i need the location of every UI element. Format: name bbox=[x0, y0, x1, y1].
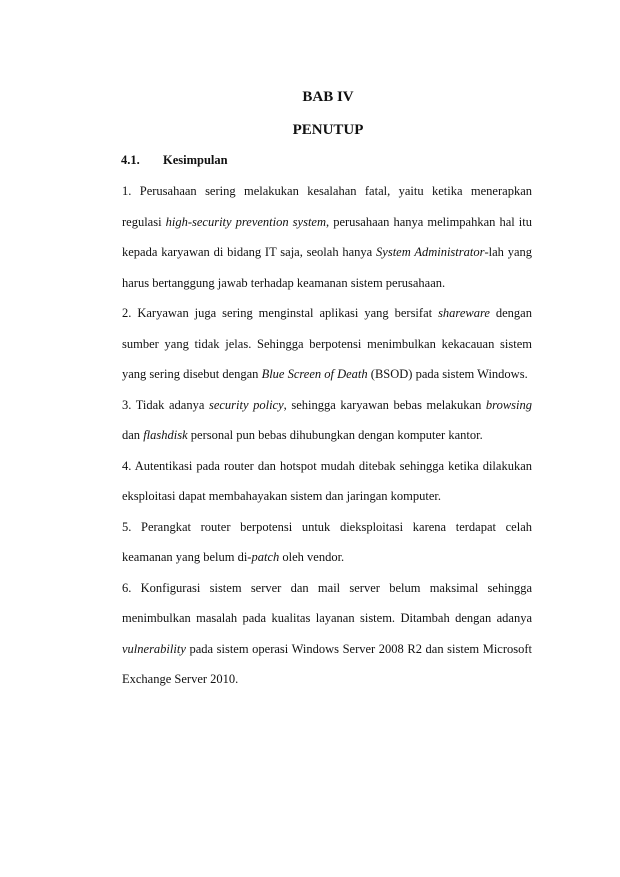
text-segment: -lah yang harus bertanggung jawab terhadap keamanan sistem perusahaan. bbox=[122, 245, 532, 290]
text-segment: 3. Tidak adanya bbox=[122, 397, 209, 412]
text-segment: , sehingga karyawan bebas melakukan bbox=[283, 397, 486, 412]
italic-term: patch bbox=[251, 550, 280, 564]
italic-term: security policy bbox=[208, 397, 284, 412]
text-segment: 1. Perusahaan sering melakukan kesalahan fatal, yaitu ketika menerapkan regulasi bbox=[122, 184, 532, 229]
conclusion-item bbox=[122, 390, 532, 451]
text-segment: , perusahaan hanya melimpahkan hal itu kepada karyawan di bidang IT saja, seolah hanya bbox=[122, 214, 532, 259]
text-segment: 2. Karyawan juga sering menginstal aplikasi yang bersifat bbox=[122, 306, 439, 320]
italic-term: flashdisk bbox=[143, 428, 188, 442]
section-heading bbox=[121, 153, 228, 168]
text-segment: (BSOD) pada sistem Windows. bbox=[367, 367, 528, 381]
chapter-title: PENUTUP bbox=[292, 122, 364, 138]
text-segment: oleh vendor. bbox=[279, 550, 345, 564]
conclusion-item bbox=[122, 451, 532, 512]
italic-term: browsing bbox=[485, 397, 532, 412]
text-segment: dengan sumber yang tidak jelas. Sehingga berpotensi menimbulkan kekacauan sistem yang sering disebut dengan bbox=[122, 306, 532, 381]
conclusion-item bbox=[122, 298, 532, 390]
conclusion-item bbox=[122, 512, 532, 573]
text-segment: personal pun bebas dihubungkan dengan komputer kantor. bbox=[187, 428, 483, 442]
conclusion-item bbox=[122, 573, 532, 695]
text-segment: pada sistem operasi Windows Server 2008 R2 dan sistem Microsoft Exchange Server 2010. bbox=[122, 641, 532, 686]
conclusion-item bbox=[122, 176, 532, 298]
section-number: 4.1. bbox=[121, 153, 140, 167]
italic-term: high-security prevention system bbox=[165, 214, 327, 229]
italic-term: vulnerability bbox=[122, 641, 186, 656]
text-segment: 5. Perangkat router berpotensi untuk dieksploitasi karena terdapat celah keamanan yang belum di- bbox=[122, 519, 532, 564]
italic-term: System Administrator bbox=[376, 245, 485, 259]
text-segment: 6. Konfigurasi sistem server dan mail server belum maksimal sehingga menimbulkan masalah pada kualitas layanan sistem. Ditambah dengan adanya bbox=[122, 580, 532, 625]
section-title: Kesimpulan bbox=[163, 153, 228, 167]
conclusion-list bbox=[122, 176, 532, 695]
chapter-number: BAB IV bbox=[302, 89, 354, 105]
text-segment: 4. Autentikasi pada router dan hotspot mudah ditebak sehingga ketika dilakukan eksploitasi dapat membahayakan sistem dan jaringan komputer. bbox=[122, 458, 532, 503]
text-segment: dan bbox=[122, 428, 144, 442]
italic-term: Blue Screen of Death bbox=[261, 367, 368, 381]
italic-term: shareware bbox=[438, 306, 490, 320]
